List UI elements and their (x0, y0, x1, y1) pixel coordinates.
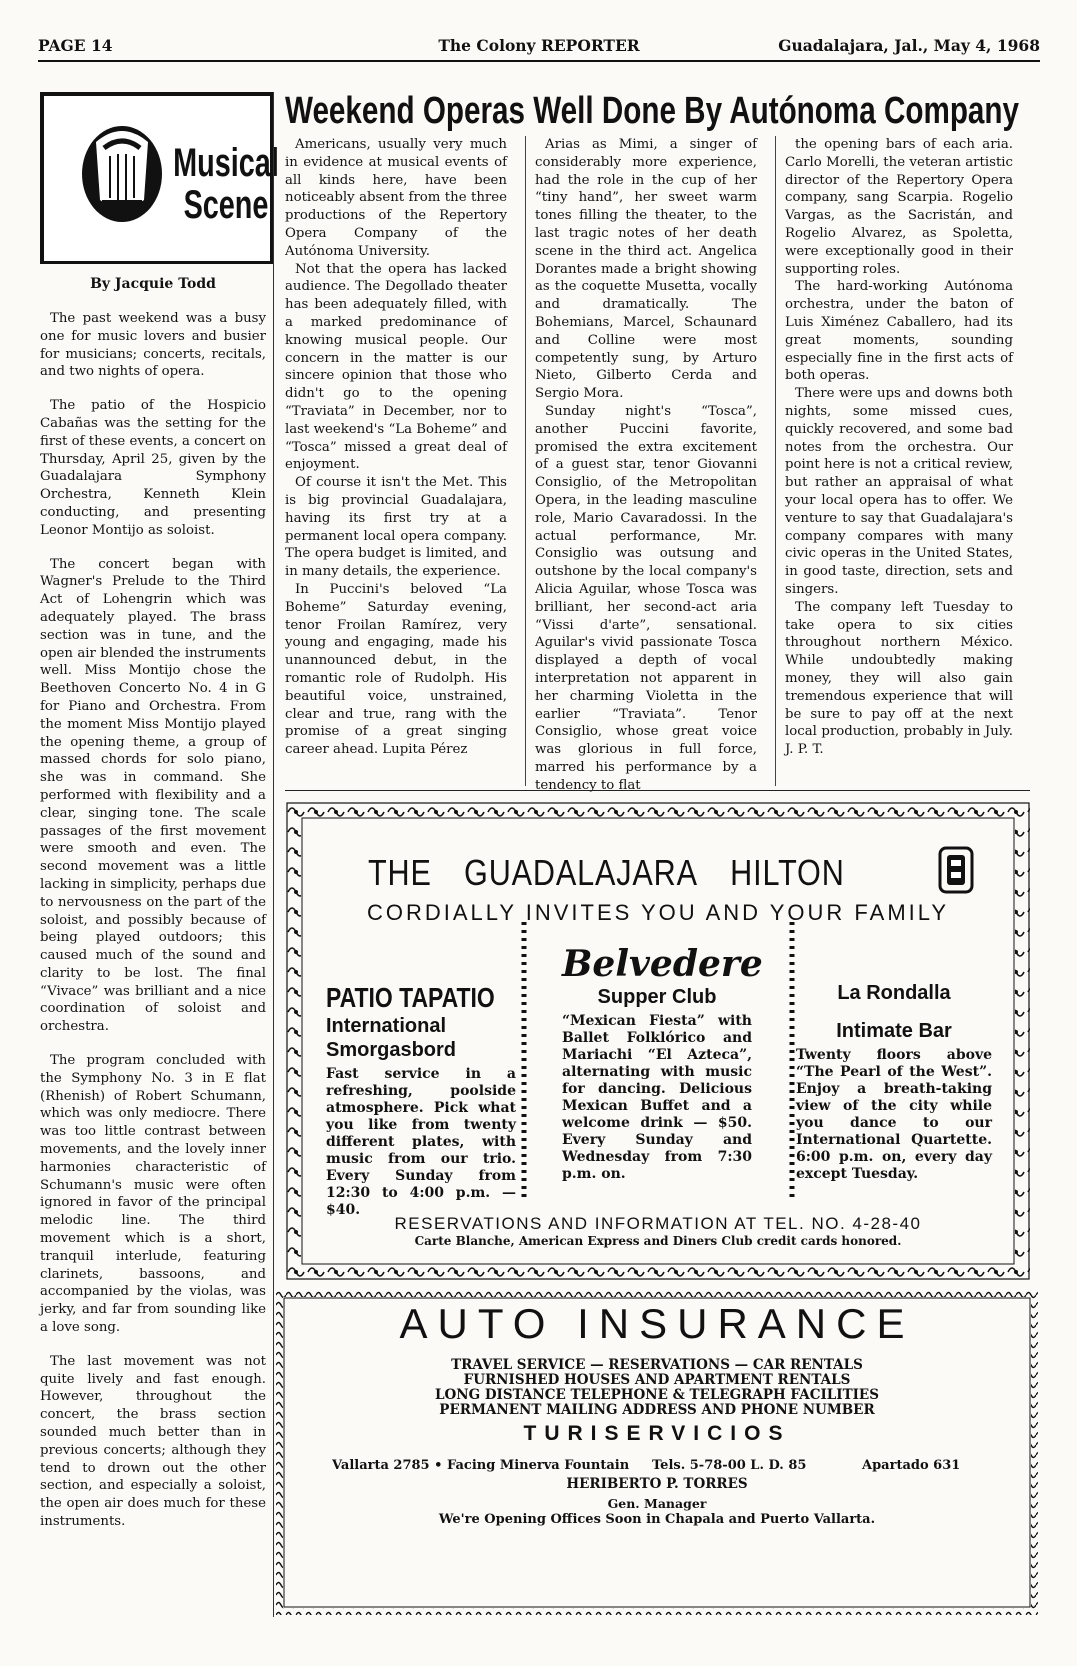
hilton-title: THE GUADALAJARA HILTON (368, 852, 845, 893)
article-paragraph: the opening bars of each aria. Carlo Morelli, the veteran artistic director of the Repertory Opera company, sang Scarpia. Rogelio Vargas, as the Sacristán, and Rogelio Alvarez, as Spoletta, were exceptionally good in their supporting roles. (785, 137, 1013, 277)
la-rondalla-title: La Rondalla (837, 982, 951, 1004)
left-paragraph: The program concluded with the Symphony No. 3 in E flat (Rhenish) of Robert Schumann, which was only mediocre. There was too little contrast between movements, and the lovely inner harmonies characteristic of Schumann's music were often ignored in favor of the principal melodic line. The third movement which is a short, tranquil interlude, featuring clarinets, bassoons, and accompanied by the violas, was jerky, and far from sounding like a love song. (40, 1053, 266, 1336)
dateline: Guadalajara, Jal., May 4, 1968 (778, 36, 1040, 55)
left-paragraph: The concert began with Wagner's Prelude to the Third Act of Lohengrin which was adequately played. The brass section was in tune, and the open air blended the instruments well. Miss Montijo chose the Beethoven Concerto No. 4 in G for Piano and Orchestra. From the moment Miss Montijo played the opening theme, a group of massed chords for solo piano, she was in command. She performed with flexibility and a clear, singing tone. The scale passages of the first movement were smooth and even. The second movement was a little lacking in simplicity, perhaps due to nervousness on the part of the soloist, and possibly because of being played outdoors; this caused much of the sound and clarity to be lost. The final “Vivace” was brilliant and a nice coordination of soloist and orchestra. (40, 556, 266, 1035)
company-name: TURISERVICIOS (523, 1422, 791, 1445)
article-headline: Weekend Operas Well Done By Autónoma Company (285, 90, 1020, 132)
auto-insurance-advertisement (276, 1290, 1038, 1615)
lyre-icon (74, 112, 170, 232)
article-column-3 (785, 136, 1013, 759)
article-paragraph: The hard-working Autónoma orchestra, under the baton of Luis Ximénez Caballero, had its great moments, sounding especially fine in the first acts of both operas. (785, 279, 1013, 384)
column-divider (525, 136, 526, 786)
article-paragraph: Not that the opera has lacked audience. The Degollado theater has been adequately filled, with a marked predominance of knowing musical people. Our concern in the matter is our sincere opinion that those who didn't go to the opening “Traviata” in December, nor to last weekend's “La Boheme” and “Tosca” missed a great deal of enjoyment. (285, 261, 507, 473)
left-paragraph: The past weekend was a busy one for music lovers and busier for musicians; concerts, recitals, and two nights of opera. (40, 311, 266, 380)
hilton-tagline: CORDIALLY INVITES YOU AND YOUR FAMILY (366, 900, 950, 925)
credit-cards-line: Carte Blanche, American Express and Diners Club credit cards honored. (414, 1234, 902, 1248)
rondalla-description: Twenty floors above “The Pearl of the West”. Enjoy a breath-taking view of the city while you dance to our International Quartette. 6:00 p.m. on, every day except Tuesday. (796, 1047, 992, 1182)
supper-club-title: Supper Club (597, 986, 717, 1008)
service-line: TRAVEL SERVICE — RESERVATIONS — CAR RENTALS (451, 1357, 863, 1373)
masthead (38, 36, 1040, 58)
manager-title: Gen. Manager (607, 1496, 707, 1511)
article-paragraph: The company left Tuesday to take opera to six cities throughout northern México. While undoubtedly making money, they will also gain tremendous experience that will be sure to pay off at the next local production, probably in July. J. P. T. (785, 599, 1013, 758)
page-number: PAGE 14 (38, 36, 113, 55)
apartado: Apartado 631 (862, 1458, 961, 1473)
supper-club-section (562, 942, 763, 1183)
article-paragraph: There were ups and downs both nights, some missed cues, quickly recovered, and some bad notes from the orchestra. Our point here is not a critical review, but rather an appraisal of what your local opera has to offer. We venture to say that Guadalajara's company compares with many civic operas in the United States, in good taste, direction, sets and singers. (785, 386, 1013, 597)
la-rondalla-section (796, 982, 992, 1183)
manager-name: HERIBERTO P. TORRES (566, 1476, 748, 1492)
opening-notice: We're Opening Offices Soon in Chapala and Puerto Vallarta. (438, 1512, 876, 1527)
phones: Tels. 5-78-00 L. D. 85 (652, 1458, 807, 1473)
article-paragraph: Arias as Mimi, a singer of considerably more experience, had the role in the cup of her “tiny hand”, her sweet warm tones filling the theater, to the last tragic notes of her death scene in the third act. Angelica Dorantes made a bright showing as the coquette Musetta, vocally and dramatically. The Bohemians, Marcel, Schaunard and Colline were most competently sung, by Arturo Nieto, Gilberto Cerda and Sergio Mora. (535, 137, 757, 402)
supper-club-description: “Mexican Fiesta” with Ballet Folklórico and Mariachi “El Azteca”, alternating with music for dancing. Delicious Mexican Buffet and a welcome drink — $50. Every Sunday and Wednesday from 7:30 p.m. on. (562, 1013, 752, 1182)
address: Vallarta 2785 • Facing Minerva Fountain (332, 1458, 630, 1473)
column-divider (273, 92, 274, 1617)
byline: By Jacquie Todd (90, 276, 216, 292)
service-line: PERMANENT MAILING ADDRESS AND PHONE NUMBER (439, 1402, 875, 1418)
patio-description: Fast service in a refreshing, poolside atmosphere. Pick what you like from twenty different plates, with music from our trio. Every Sunday from 12:30 to 4:00 p.m. — $40. (326, 1066, 516, 1218)
left-paragraph: The patio of the Hospicio Cabañas was the setting for the first of these events, a concert on Thursday, April 25, given by the Guadalajara Symphony Orchestra, Kenneth Klein conducting, and presenting Leonor Montijo as soloist. (40, 398, 266, 538)
auto-insurance-title: AUTO INSURANCE (399, 1300, 915, 1347)
hilton-emblem-icon (938, 846, 974, 894)
musical-scene-logo (40, 92, 279, 264)
article-column-2 (535, 136, 757, 794)
article-paragraph: In Puccini's beloved “La Boheme” Saturday evening, tenor Froilan Ramírez, very young and engaging, made his unannounced debut, in the romantic role of Rudolph. His beautiful voice, unstrained, clear and true, rang with the promise of a great singing career ahead. Lupita Pérez (285, 581, 507, 758)
service-line: FURNISHED HOUSES AND APARTMENT RENTALS (463, 1372, 851, 1388)
article-paragraph: Americans, usually very much in evidence at musical events of all kinds here, have been noticeably absent from the three productions of the Repertory Opera Company of the Autónoma University. (285, 137, 507, 259)
reservations-line: RESERVATIONS AND INFORMATION AT TEL. NO. 4-28-40 (394, 1214, 922, 1233)
musical-scene-column (40, 310, 266, 1531)
services-list (276, 1358, 1038, 1418)
article-column-1 (285, 136, 507, 759)
article-paragraph: Sunday night's “Tosca”, another Puccini favorite, promised the extra excitement of a guest star, tenor Giovanni Consiglio, of the Metropolitan Opera, in the leading masculine role, Mario Cavaradossi. In the actual performance, Mr. Consiglio was outsung and outshone by the local company's Alicia Aguilar, whose Tosca was brilliant, her second-act aria “Vissi d'arte”, sensational. Aguilar's vivid passionate Tosca displayed a depth of vocal interpretation not apparent in her charming Violetta in the earlier “Traviata”. Tenor Consiglio, whose great voice was glorious in full force, marred his performance by a tendency to flat (535, 403, 757, 793)
belvedere-logo: Belvedere (562, 943, 763, 985)
patio-tapatio-title: PATIO TAPATIO (326, 982, 495, 1013)
service-line: LONG DISTANCE TELEPHONE & TELEGRAPH FACILITIES (435, 1387, 879, 1403)
masthead-rule (38, 60, 1040, 62)
hilton-advertisement (286, 802, 1030, 1280)
column-divider (775, 136, 776, 786)
patio-subtitle: Smorgasbord (326, 1039, 457, 1061)
patio-subtitle: International (326, 1015, 447, 1037)
left-paragraph: The last movement was not quite lively and fast enough. However, throughout the concert, the brass section sounded much better than in previous concerts; although they tend to drown out the other section, and especially a soloist, the open air does much for these instruments. (40, 1353, 266, 1529)
article-paragraph: Of course it isn't the Met. This is big provincial Guadalajara, having its first try at a permanent local opera company. The opera budget is limited, and in many details, the experience. (285, 475, 507, 580)
column-title: Musical Scene (173, 141, 279, 227)
newspaper-name: The Colony REPORTER (438, 36, 640, 55)
article-bottom-rule (285, 790, 1030, 791)
patio-tapatio-section (326, 982, 516, 1219)
rondalla-subtitle: Intimate Bar (836, 1020, 952, 1042)
